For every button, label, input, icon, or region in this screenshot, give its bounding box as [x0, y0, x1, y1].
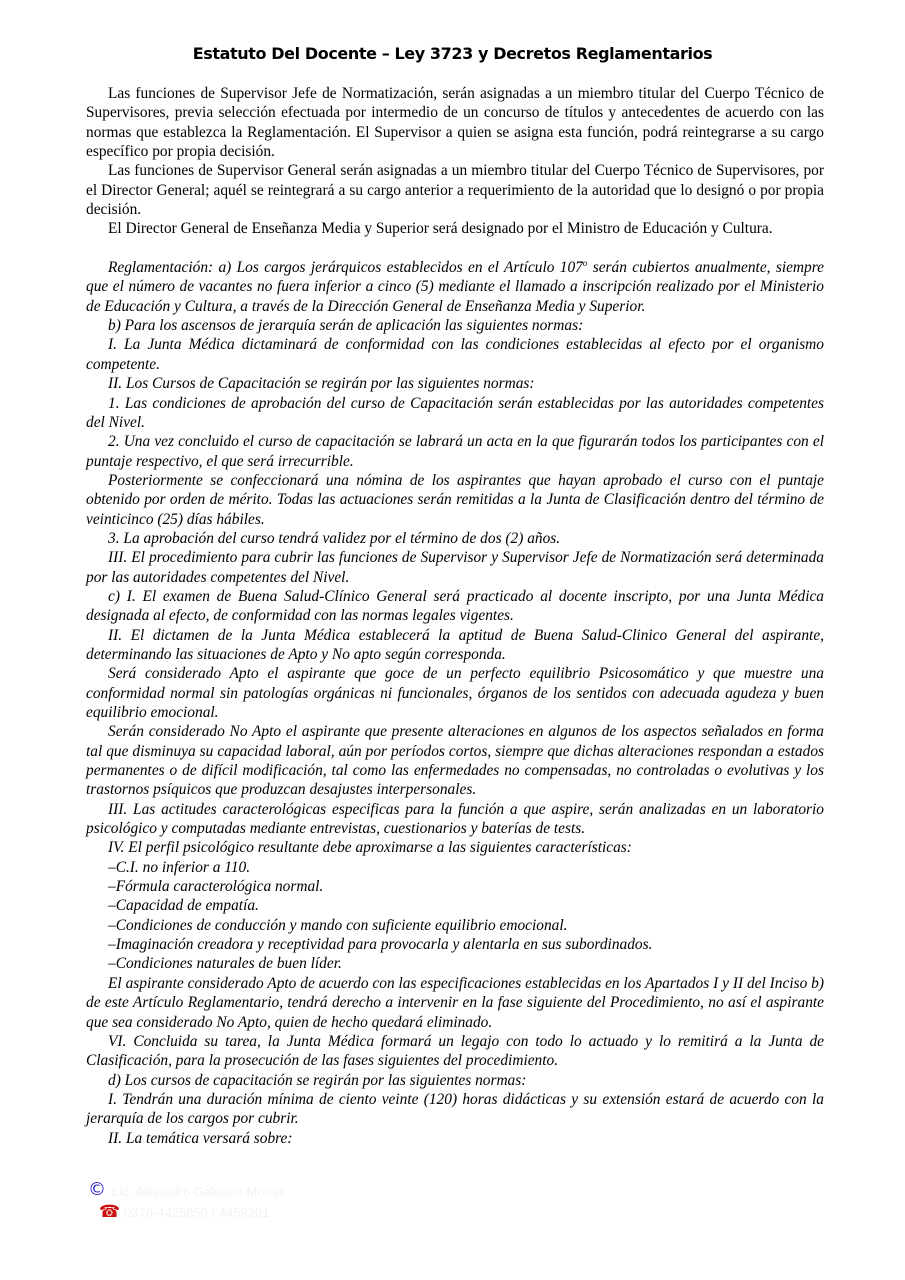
- regulation-paragraph: 2. Una vez concluido el curso de capacitación se labrará un acta en la que figurarán todos los participantes con el puntaje respectivo, el que será irrecurrible.: [86, 433, 824, 470]
- page-title: Estatuto Del Docente – Ley 3723 y Decretos Reglamentarios: [192, 44, 713, 63]
- regulation-text: Reglamentación: a) Los cargos jerárquicos establecidos en el Artículo 107: [108, 259, 583, 277]
- regulation-paragraph: III. El procedimiento para cubrir las funciones de Supervisor y Supervisor Jefe de Normatización será determinada por las autoridades competentes del Nivel.: [86, 549, 824, 586]
- regulation-paragraph: I. La Junta Médica dictaminará de conformidad con las condiciones establecidas al efecto por el organismo competente.: [86, 336, 824, 373]
- regulation-paragraph: [86, 258, 824, 316]
- regulation-paragraph: II. El dictamen de la Junta Médica establecerá la aptitud de Buena Salud-Clinico General del aspirante, determinando las situaciones de Apto y No apto según corresponda.: [86, 626, 824, 663]
- ordinal-superscript: o: [582, 258, 588, 269]
- regulation-paragraph: IV. El perfil psicológico resultante debe aproximarse a las siguientes características:: [108, 839, 632, 857]
- regulation-paragraph: c) I. El examen de Buena Salud-Clínico General será practicado al docente inscripto, por una Junta Médica designada al efecto, de conformidad con las normas legales vigentes.: [86, 587, 824, 625]
- regulation-paragraph: II. Los Cursos de Capacitación se regirán por las siguientes normas:: [108, 375, 535, 393]
- regulation-paragraph: Posteriormente se confeccionará una nómina de los aspirantes que hayan aprobado el curso con el puntaje obtenido por orden de mérito. Todas las actuaciones serán remitidas a la Junta de Clasificación dentro del término de veinticinco (25) días hábiles.: [86, 471, 824, 528]
- list-item: –Fórmula caracterológica normal.: [108, 878, 324, 896]
- regulation-paragraph: I. Tendrán una duración mínima de ciento veinte (120) horas didácticas y su extensión estará de acuerdo con la jerarquía de los cargos por cubrir.: [86, 1090, 824, 1128]
- copyright-icon: ©: [88, 1179, 106, 1200]
- list-item: –Condiciones naturales de buen líder.: [108, 955, 342, 973]
- regulation-paragraph: b) Para los ascensos de jerarquía serán de aplicación las siguientes normas:: [108, 317, 584, 335]
- regulation-paragraph: III. Las actitudes caracterológicas especificas para la función a que aspire, serán analizadas en un laboratorio psicológico y computadas mediante entrevistas, cuestionarios y baterías de tests.: [86, 800, 824, 838]
- regulation-paragraph: 3. La aprobación del curso tendrá validez por el término de dos (2) años.: [108, 529, 561, 547]
- regulation-paragraph: Serán considerado No Apto el aspirante que presente alteraciones en algunos de los aspectos señalados en forma tal que disminuya su capacidad laboral, aún por períodos cortos, siempre que dichas alteraciones respondan a estados permanentes o de difícil modificación, tal como las enfermedades no compensadas, no controladas o evolutivas y los trastornos psíquicos que produzcan desajustes interpersonales.: [86, 723, 824, 799]
- regulation-paragraph: II. La temática versará sobre:: [108, 1129, 293, 1147]
- regulation-paragraph: El aspirante considerado Apto de acuerdo con las especificaciones establecidas en los Apartados I y II del Inciso b) de este Artículo Reglamentario, tendrá derecho a intervenir en la fase siguiente del Procedimiento, no así el aspirante que sea considerado No Apto, quien de hecho quedará eliminado.: [86, 974, 824, 1031]
- list-item: –Condiciones de conducción y mando con suficiente equilibrio emocional.: [108, 916, 568, 934]
- paragraph: Las funciones de Supervisor Jefe de Normatización, serán asignadas a un miembro titular del Cuerpo Técnico de Supervisores, previa selección efectuada por intermedio de un concurso de títulos y antecedentes de acuerdo con las normas que establezca la Reglamentación. El Supervisor a quien se asigna esta función, podrá reintegrarse a su cargo específico por propia decisión.: [86, 85, 824, 161]
- regulation-paragraph: Será considerado Apto el aspirante que goce de un perfecto equilibrio Psicosomático y que muestre una conformidad normal sin patologías orgánicas ni funcionales, órganos de los sentidos con adecuada agudeza y buen equilibrio emocional.: [86, 665, 824, 721]
- list-item: –C.I. no inferior a 110.: [108, 858, 251, 876]
- telephone-icon: ☎: [99, 1202, 121, 1222]
- paragraph: El Director General de Enseñanza Media y Superior será designado por el Ministro de Educación y Cultura.: [108, 220, 773, 238]
- phone-text: 0376-4425850 / 4459301: [124, 1205, 270, 1220]
- document-body: [86, 84, 824, 1148]
- list-item: –Imaginación creadora y receptividad para provocarla y alentarla en sus subordinados.: [108, 936, 653, 954]
- regulation-paragraph: 1. Las condiciones de aprobación del curso de Capacitación serán establecidas por las autoridades competentes del Nivel.: [86, 394, 824, 431]
- paragraph-spacer: [86, 239, 824, 258]
- copyright-text: Lic. Alejandro Galeano Moran: [112, 1184, 284, 1199]
- regulation-paragraph: VI. Concluida su tarea, la Junta Médica formará un legajo con todo lo actuado y lo remitirá a la Junta de Clasificación, para la prosecución de las fases siguientes del procedimiento.: [86, 1032, 824, 1070]
- regulation-paragraph: d) Los cursos de capacitación se regirán por las siguientes normas:: [108, 1071, 527, 1089]
- list-item: –Capacidad de empatía.: [108, 897, 259, 915]
- regulation-text: serán cubiertos anualmente, siempre que el número de vacantes no fuera inferior a cinco (5) mediante el llamado a inscripción realizado por el Ministerio de Educación y Cultura, a través de la Dirección General de Enseñanza Media y Superior.: [86, 259, 824, 315]
- paragraph: Las funciones de Supervisor General serán asignadas a un miembro titular del Cuerpo Técnico de Supervisores, por el Director General; aquél se reintegrará a su cargo anterior a requerimiento de la autoridad que lo designó o por propia decisión.: [86, 162, 824, 219]
